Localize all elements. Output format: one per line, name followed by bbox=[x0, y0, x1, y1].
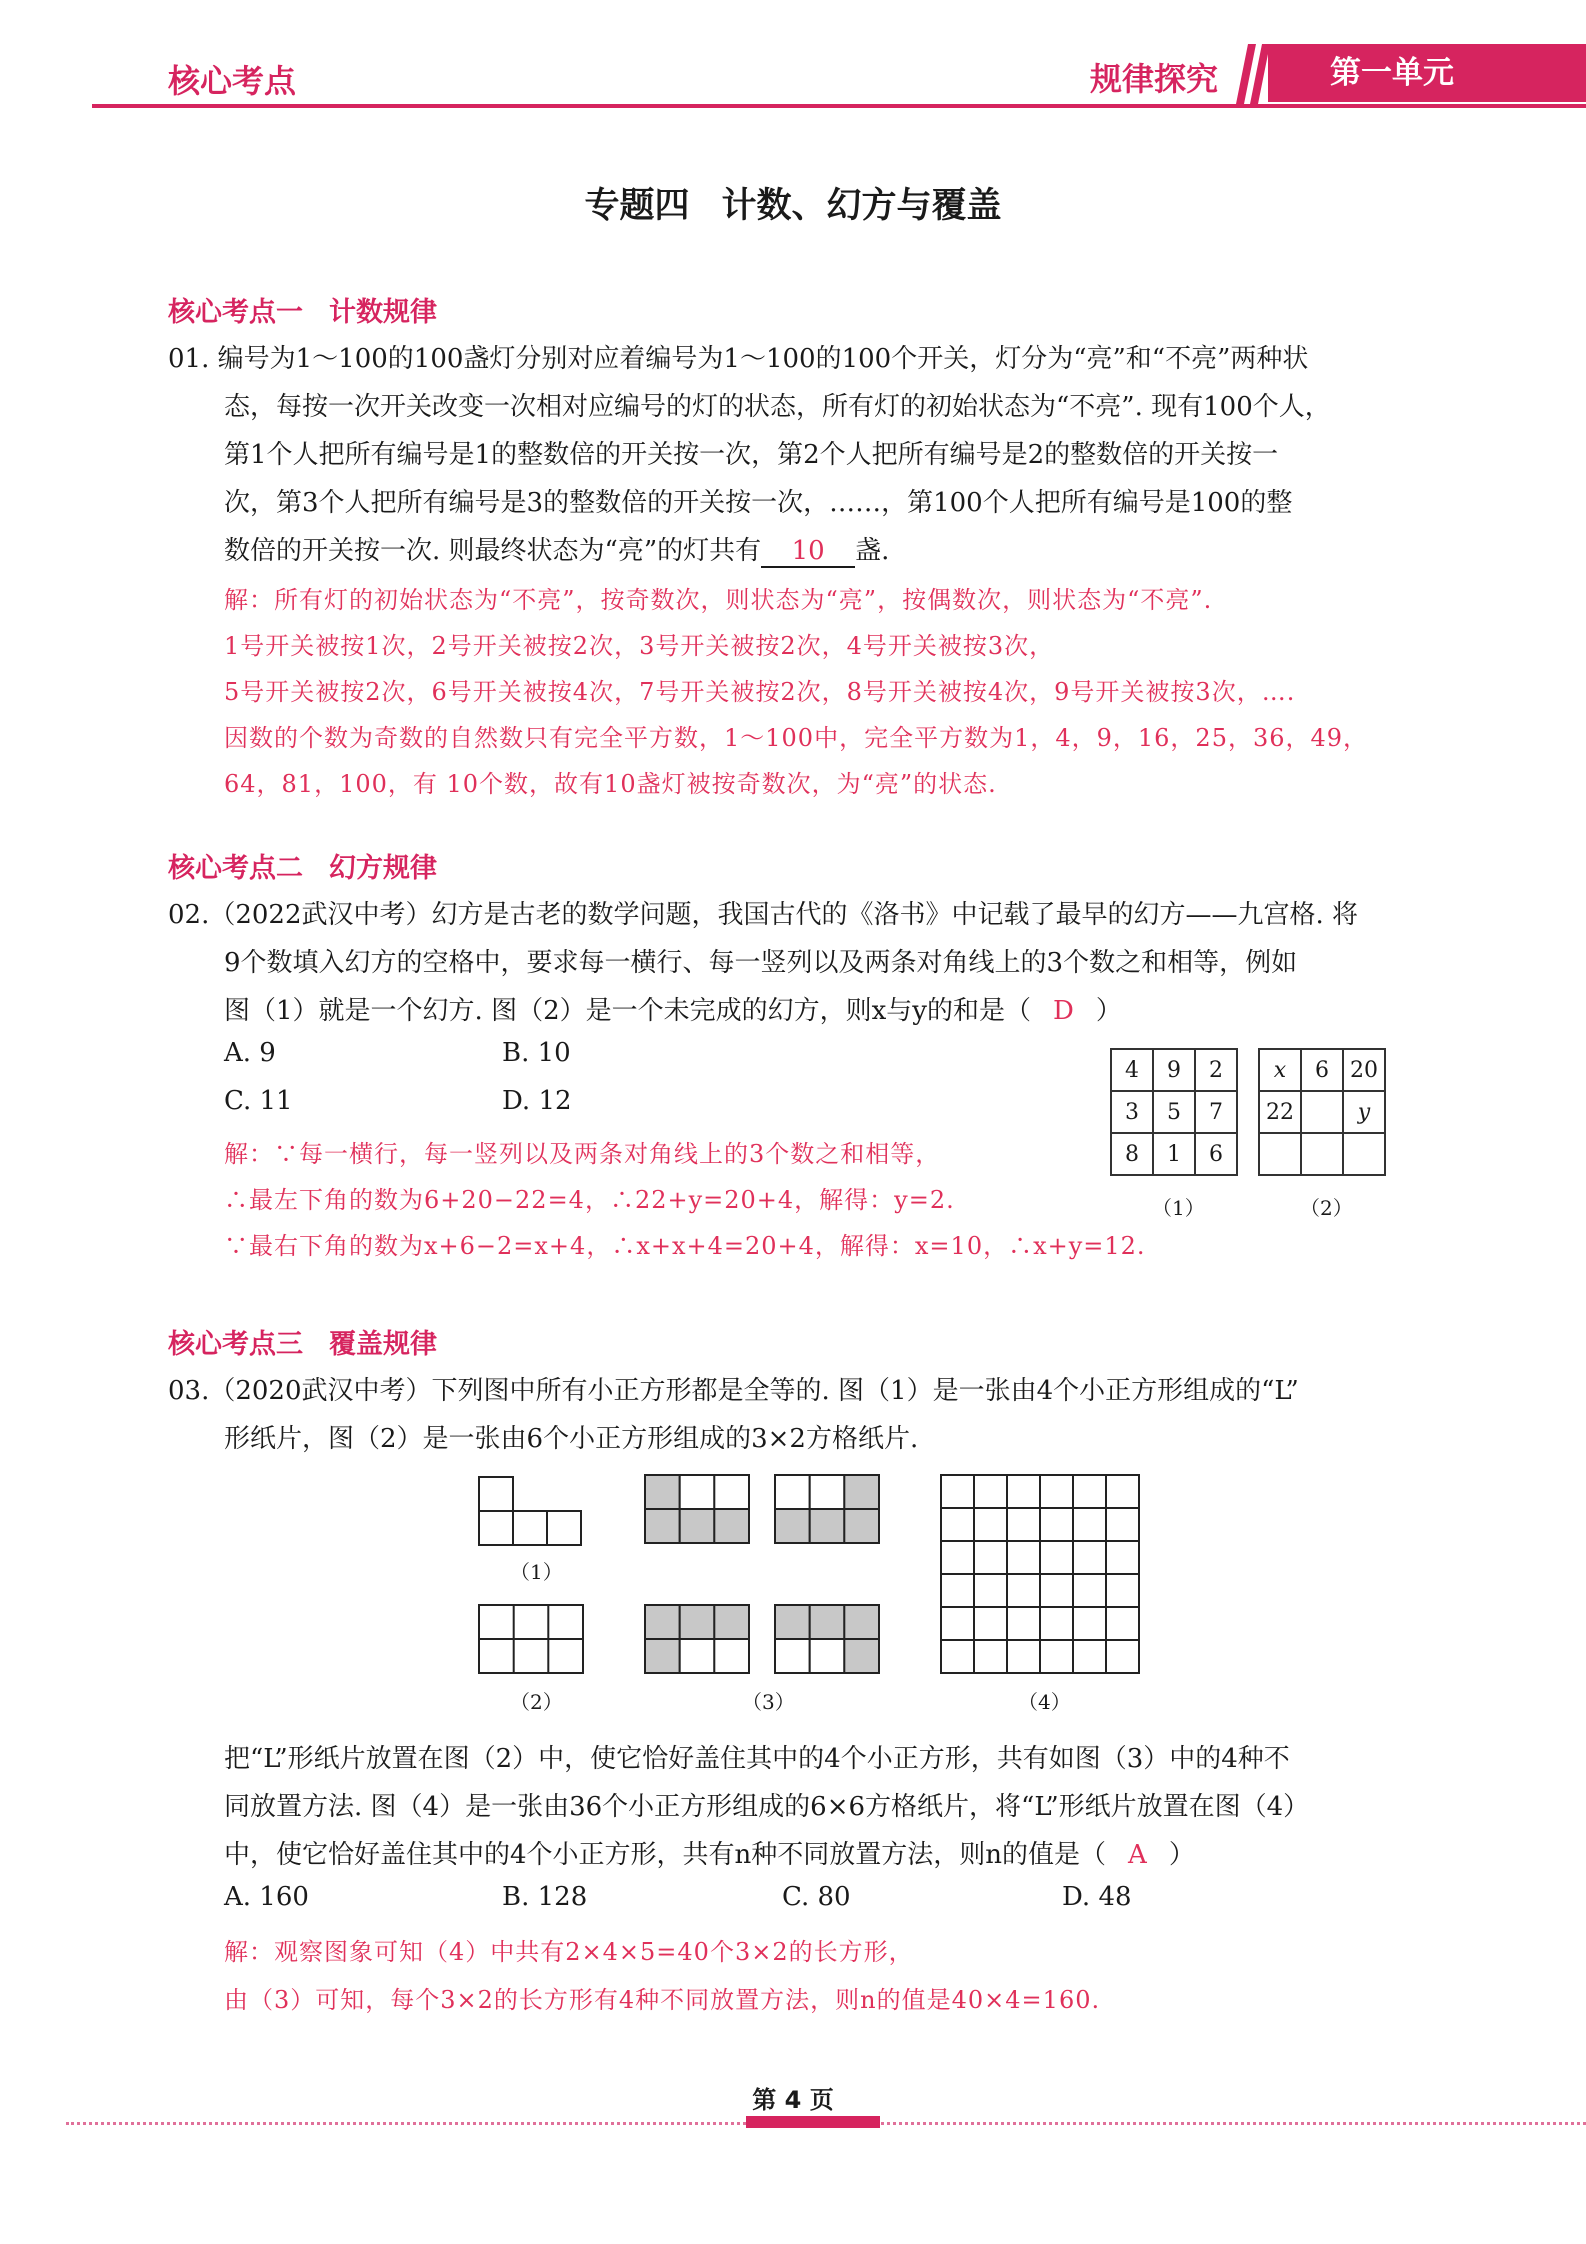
section-name: 幻方规律 bbox=[329, 853, 437, 884]
q3-answer: A bbox=[1128, 1840, 1147, 1870]
q2-option-b: B. 10 bbox=[502, 1038, 571, 1068]
q2-line-3 bbox=[224, 990, 1122, 1027]
q1-line-5 bbox=[224, 530, 889, 568]
section-number: 核心考点二 bbox=[168, 853, 303, 884]
cell: 1 bbox=[1153, 1133, 1195, 1175]
cell: 6 bbox=[1195, 1133, 1237, 1175]
cell: y bbox=[1343, 1091, 1385, 1133]
magic-square-1-caption: （1） bbox=[1152, 1196, 1205, 1220]
section-name: 计数规律 bbox=[329, 297, 437, 328]
page-title bbox=[0, 178, 1586, 228]
magic-square-2-caption: （2） bbox=[1300, 1196, 1353, 1220]
title-topic-number: 专题四 bbox=[584, 185, 690, 226]
l-shape-figure bbox=[478, 1476, 588, 1548]
magic-square-1 bbox=[1110, 1048, 1238, 1176]
cell: 3 bbox=[1111, 1091, 1153, 1133]
q1-solution-1: 解：所有灯的初始状态为“不亮”，按奇数次，则状态为“亮”，按偶数次，则状态为“不亮”. bbox=[224, 586, 1213, 614]
cell: 4 bbox=[1111, 1049, 1153, 1091]
cell: 2 bbox=[1195, 1049, 1237, 1091]
placement-1-figure bbox=[644, 1474, 752, 1546]
q2-line-1: 02.（2022武汉中考）幻方是古老的数学问题，我国古代的《洛书》中记载了最早的幻方——九宫格. 将 bbox=[168, 900, 1359, 930]
q1-line-5-text: 数倍的开关按一次. 则最终状态为“亮”的灯共有 bbox=[224, 536, 762, 566]
cell: 7 bbox=[1195, 1091, 1237, 1133]
section-number: 核心考点三 bbox=[168, 1329, 303, 1360]
q1-line-5-end: 盏. bbox=[855, 536, 890, 566]
q2-line-3-text: 图（1）就是一个幻方. 图（2）是一个未完成的幻方，则x与y的和是（ bbox=[224, 996, 1031, 1026]
q2-line-2: 9个数填入幻方的空格中，要求每一横行、每一竖列以及两条对角线上的3个数之和相等，例如 bbox=[224, 948, 1298, 978]
fig1-caption: （1） bbox=[510, 1560, 563, 1584]
section-name: 覆盖规律 bbox=[329, 1329, 437, 1360]
cell bbox=[1301, 1133, 1343, 1175]
section-number: 核心考点一 bbox=[168, 297, 303, 328]
footer-accent-bar bbox=[746, 2116, 880, 2128]
cell: x bbox=[1259, 1049, 1301, 1091]
header-divider bbox=[92, 104, 1586, 108]
q1-line-2: 态，每按一次开关改变一次相对应编号的灯的状态，所有灯的初始状态为“不亮”. 现有100个人， bbox=[224, 392, 1331, 422]
q2-solution-2: ∴最左下角的数为6+20−22=4，∴22+y=20+4，解得：y=2. bbox=[224, 1186, 955, 1214]
q2-option-c: C. 11 bbox=[224, 1086, 293, 1116]
title-topic-name: 计数、幻方与覆盖 bbox=[721, 185, 1002, 226]
header-slash-icon bbox=[1236, 44, 1270, 104]
q1-answer-blank: 10 bbox=[761, 536, 855, 568]
magic-square-2 bbox=[1258, 1048, 1386, 1176]
q3-option-a: A. 160 bbox=[224, 1882, 309, 1912]
q1-solution-2: 1号开关被按1次，2号开关被按2次，3号开关被按2次，4号开关被按3次， bbox=[224, 632, 1055, 660]
placement-4-figure bbox=[774, 1604, 882, 1676]
q2-option-d: D. 12 bbox=[502, 1086, 572, 1116]
q3-line-3: 把“L”形纸片放置在图（2）中，使它恰好盖住其中的4个小正方形，共有如图（3）中的4种不 bbox=[224, 1744, 1290, 1774]
header-section-label: 核心考点 bbox=[168, 62, 297, 100]
q1-solution-4: 因数的个数为奇数的自然数只有完全平方数，1～100中，完全平方数为1，4，9，16，25，36，49， bbox=[224, 724, 1369, 752]
q1-solution-3: 5号开关被按2次，6号开关被按4次，7号开关被按2次，8号开关被按4次，9号开关被按3次，…. bbox=[224, 678, 1296, 706]
q3-option-d: D. 48 bbox=[1062, 1882, 1132, 1912]
q1-line-3: 第1个人把所有编号是1的整数倍的开关按一次，第2个人把所有编号是2的整数倍的开关按一 bbox=[224, 440, 1279, 470]
q3-line-5-end: ） bbox=[1168, 1840, 1195, 1870]
header-topic-label: 规律探究 bbox=[1090, 60, 1219, 98]
placement-2-figure bbox=[774, 1474, 882, 1546]
cell: 9 bbox=[1153, 1049, 1195, 1091]
q3-line-5-text: 中，使它恰好盖住其中的4个小正方形，共有n种不同放置方法，则n的值是（ bbox=[224, 1840, 1107, 1870]
q3-option-b: B. 128 bbox=[502, 1882, 588, 1912]
fig3-caption: （3） bbox=[742, 1690, 795, 1714]
cell: 20 bbox=[1343, 1049, 1385, 1091]
q3-line-5 bbox=[224, 1834, 1195, 1871]
q3-solution-1: 解：观察图象可知（4）中共有2×4×5=40个3×2的长方形， bbox=[224, 1938, 914, 1966]
q3-line-2: 形纸片，图（2）是一张由6个小正方形组成的3×2方格纸片. bbox=[224, 1424, 919, 1454]
q3-line-4: 同放置方法. 图（4）是一张由36个小正方形组成的6×6方格纸片，将“L”形纸片放置在图（4） bbox=[224, 1792, 1310, 1822]
q3-option-c: C. 80 bbox=[782, 1882, 851, 1912]
cell: 6 bbox=[1301, 1049, 1343, 1091]
q2-line-3-end: ） bbox=[1095, 996, 1122, 1026]
cell bbox=[1301, 1091, 1343, 1133]
q1-line-4: 次，第3个人把所有编号是3的整数倍的开关按一次，……，第100个人把所有编号是100的整 bbox=[224, 488, 1293, 518]
grid-3x2-figure bbox=[478, 1604, 586, 1676]
grid-6x6-figure bbox=[940, 1474, 1142, 1676]
section-heading-1 bbox=[168, 290, 437, 329]
cell bbox=[1343, 1133, 1385, 1175]
cell: 8 bbox=[1111, 1133, 1153, 1175]
q2-solution-3: ∵最右下角的数为x+6−2=x+4，∴x+x+4=20+4，解得：x=10，∴x+y=12. bbox=[224, 1232, 1146, 1260]
q3-line-1: 03.（2020武汉中考）下列图中所有小正方形都是全等的. 图（1）是一张由4个小正方形组成的“L” bbox=[168, 1376, 1299, 1406]
placement-3-figure bbox=[644, 1604, 752, 1676]
header-unit-badge: 第一单元 bbox=[1268, 44, 1586, 102]
cell: 22 bbox=[1259, 1091, 1301, 1133]
q2-solution-1: 解：∵每一横行，每一竖列以及两条对角线上的3个数之和相等， bbox=[224, 1140, 941, 1168]
q2-option-a: A. 9 bbox=[224, 1038, 276, 1068]
q1-solution-5: 64，81，100，有 10个数，故有10盏灯被按奇数次，为“亮”的状态. bbox=[224, 770, 997, 798]
q2-answer: D bbox=[1052, 996, 1074, 1026]
q1-line-1: 01. 编号为1～100的100盏灯分别对应着编号为1～100的100个开关，灯分为“亮”和“不亮”两种状 bbox=[168, 344, 1309, 374]
section-heading-2 bbox=[168, 846, 437, 885]
fig4-caption: （4） bbox=[1018, 1690, 1071, 1714]
cell: 5 bbox=[1153, 1091, 1195, 1133]
section-heading-3 bbox=[168, 1322, 437, 1361]
cell bbox=[1259, 1133, 1301, 1175]
q3-solution-2: 由（3）可知，每个3×2的长方形有4种不同放置方法，则n的值是40×4=160. bbox=[224, 1986, 1101, 2014]
page-number: 第 4 页 bbox=[752, 2086, 834, 2114]
fig2-caption: （2） bbox=[510, 1690, 563, 1714]
